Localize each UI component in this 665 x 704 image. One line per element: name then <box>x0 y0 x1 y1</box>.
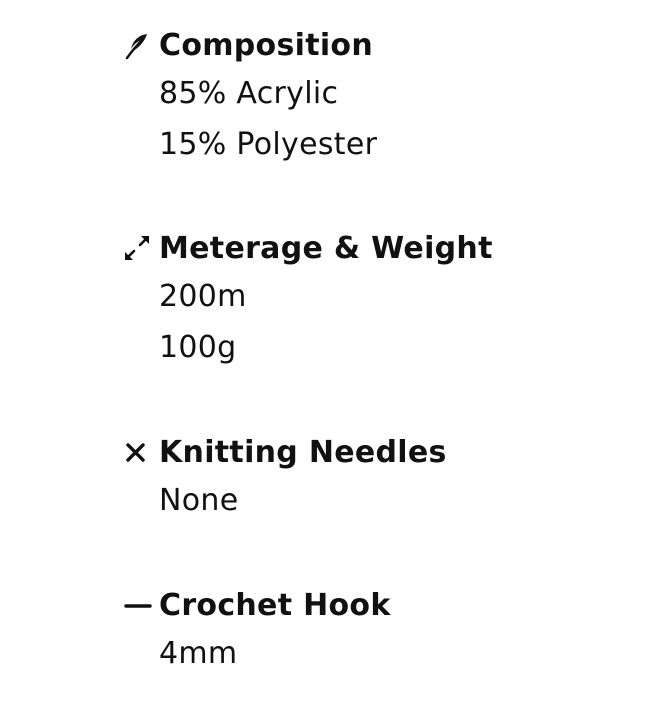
cross-icon <box>122 437 152 467</box>
spec-value: None <box>159 483 239 518</box>
expand-arrows-icon <box>122 233 152 263</box>
spec-section-composition <box>122 24 642 170</box>
spec-header <box>122 24 642 68</box>
spec-values <box>159 68 642 170</box>
spec-value: 4mm <box>159 636 238 671</box>
feather-icon <box>122 30 152 60</box>
spec-value: 15% Polyester <box>159 127 378 162</box>
spec-value: 85% Acrylic <box>159 76 339 111</box>
spec-section-knitting-needles <box>122 431 642 526</box>
spec-header <box>122 584 642 628</box>
spec-title: Knitting Needles <box>159 435 447 470</box>
spec-title: Meterage & Weight <box>159 231 493 266</box>
spec-value: 100g <box>159 330 237 365</box>
spec-values <box>159 628 642 679</box>
spec-title: Composition <box>159 28 374 63</box>
spec-value: 200m <box>159 279 247 314</box>
spec-section-crochet-hook <box>122 584 642 679</box>
spec-values <box>159 271 642 373</box>
spec-header <box>122 227 642 271</box>
spec-values <box>159 475 642 526</box>
spec-title: Crochet Hook <box>159 588 391 623</box>
spec-section-meterage-weight <box>122 227 642 373</box>
spec-header <box>122 431 642 475</box>
dash-icon <box>122 590 152 620</box>
